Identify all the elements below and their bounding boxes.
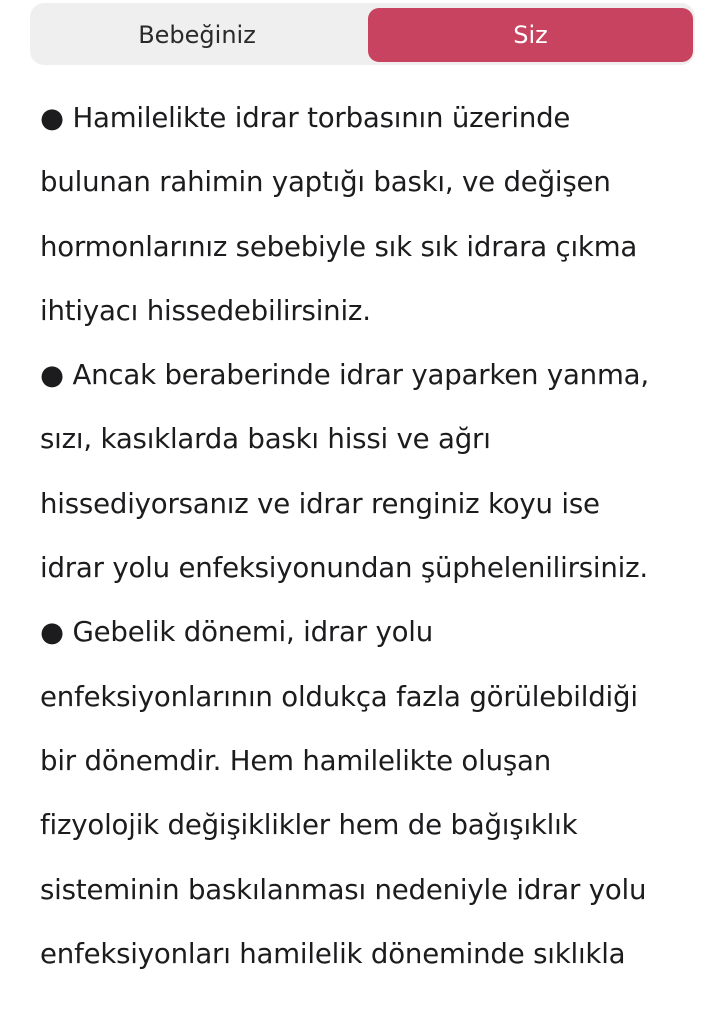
article-line: enfeksiyonlarının oldukça fazla görülebildiği: [40, 679, 638, 713]
article-line: sızı, kasıklarda baskı hissi ve ağrı: [40, 422, 491, 456]
article-line: hissediyorsanız ve idrar renginiz koyu ise: [40, 486, 600, 520]
article-line: sisteminin baskılanması nedeniyle idrar yolu: [40, 872, 647, 906]
article-line: ● Ancak beraberinde idrar yaparken yanma,: [40, 358, 649, 392]
tab-bebeginiz[interactable]: Bebeğiniz: [138, 21, 256, 49]
article-line: fizyolojik değişiklikler hem de bağışıklık: [40, 808, 578, 842]
article-line: hormonlarınız sebebiyle sık sık idrara çıkma: [40, 229, 638, 263]
tab-siz[interactable]: Siz: [368, 8, 693, 62]
segmented-control: [30, 3, 695, 65]
article-line: bir dönemdir. Hem hamilelikte oluşan: [40, 743, 552, 777]
article-line: ● Gebelik dönemi, idrar yolu: [40, 615, 434, 649]
article-line: idrar yolu enfeksiyonundan şüphelenilirsiniz.: [40, 551, 649, 585]
article-body: [40, 86, 720, 986]
article-line: ihtiyacı hissedebilirsiniz.: [40, 293, 371, 327]
article-line: ● Hamilelikte idrar torbasının üzerinde: [40, 101, 571, 134]
article-line: enfeksiyonları hamilelik döneminde sıklıkla: [40, 936, 626, 970]
article-line: bulunan rahimin yaptığı baskı, ve değişen: [40, 165, 611, 199]
